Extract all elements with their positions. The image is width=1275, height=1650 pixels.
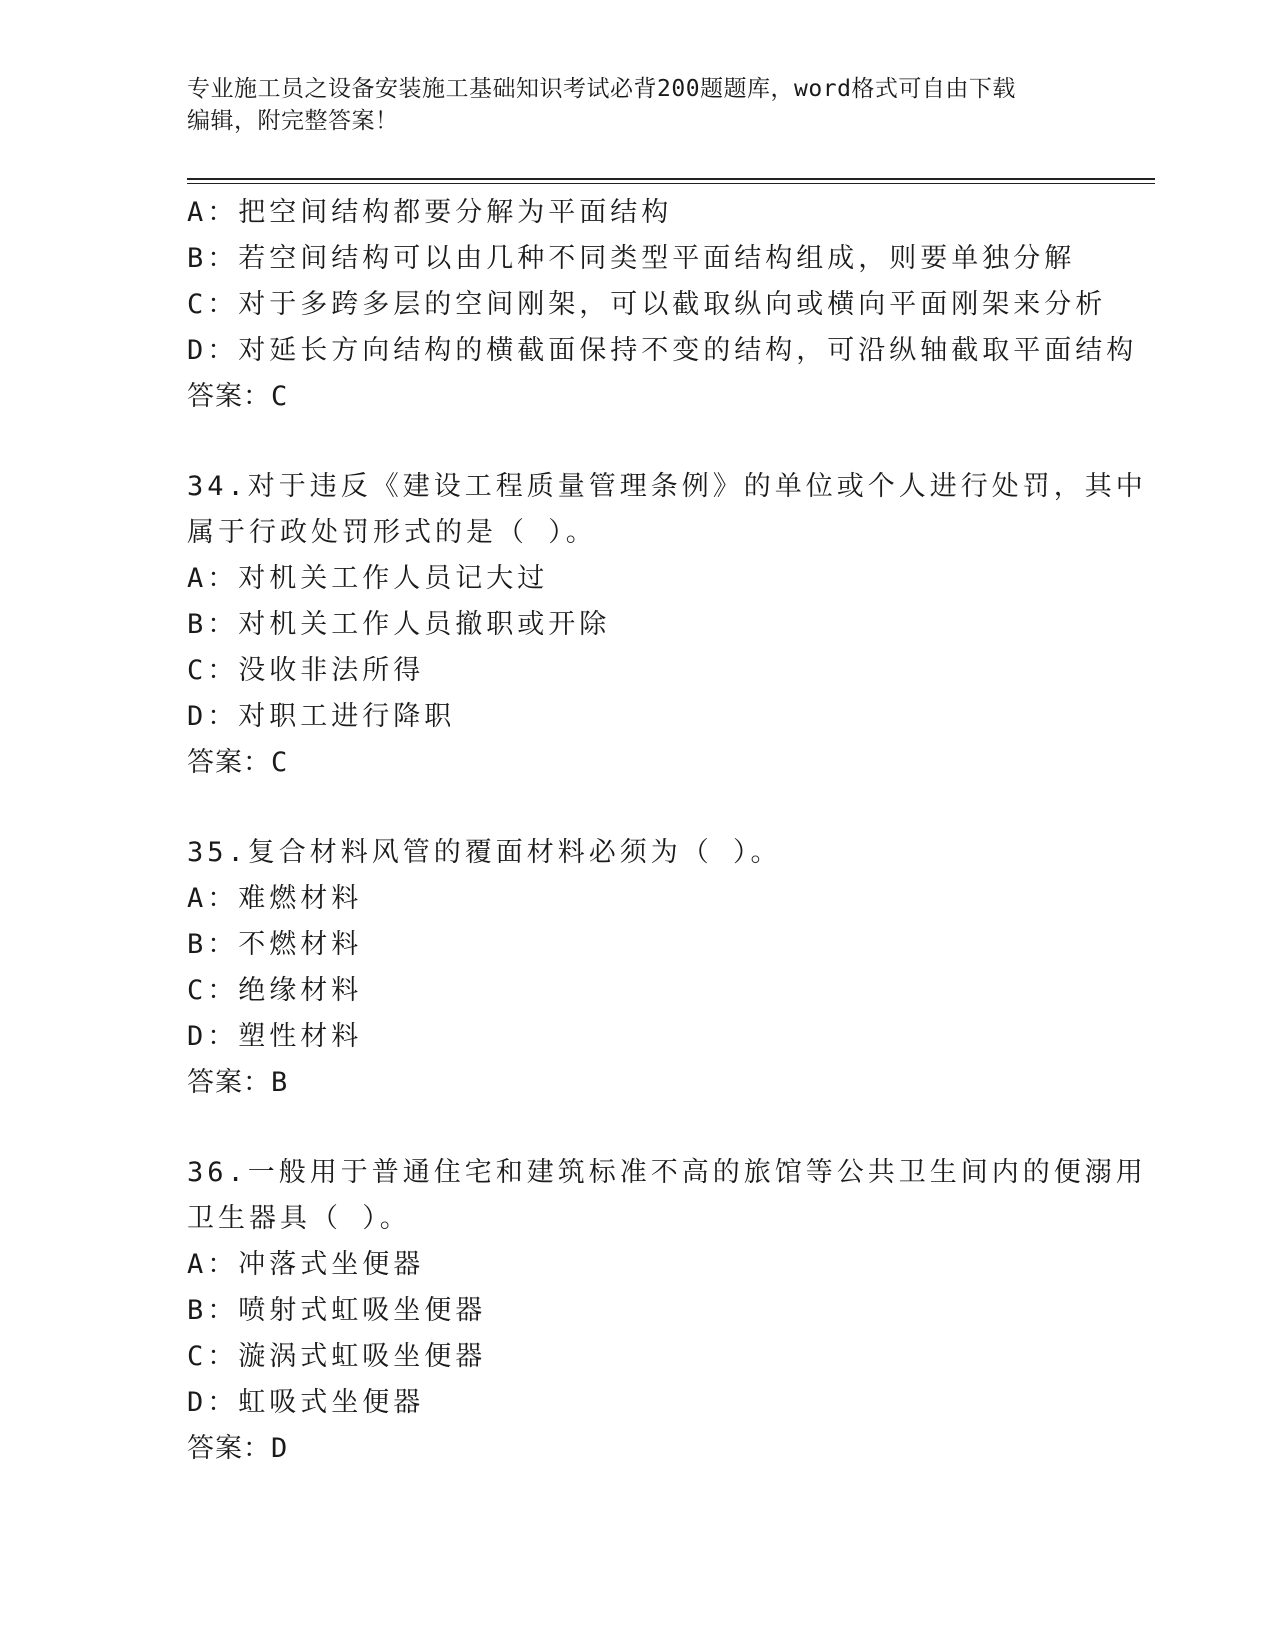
- question-content: [187, 190, 1147, 1472]
- answer-label: 答案：: [187, 381, 271, 412]
- option-d: D：对延长方向结构的横截面保持不变的结构，可沿纵轴截取平面结构: [187, 335, 1138, 366]
- answer-label: 答案：: [187, 1433, 271, 1464]
- document-header: [187, 73, 1087, 137]
- answer-label: 答案：: [187, 1067, 271, 1098]
- question-stem-line-1: 35.复合材料风管的覆面材料必须为（ ）。: [187, 837, 782, 868]
- option-d: D：塑性材料: [187, 1021, 363, 1052]
- answer-line: [187, 740, 1147, 786]
- answer-value: C: [271, 381, 289, 412]
- question-33: [187, 190, 1147, 420]
- header-divider-thick: [187, 178, 1155, 180]
- question-34: [187, 464, 1147, 786]
- option-b: B：对机关工作人员撤职或开除: [187, 609, 611, 640]
- question-stem-line-2: 属于行政处罚形式的是（ ）。: [187, 517, 597, 548]
- answer-line: [187, 1060, 1147, 1106]
- answer-value: C: [271, 747, 289, 778]
- question-stem-line-1: 34.对于违反《建设工程质量管理条例》的单位或个人进行处罚，其中: [187, 471, 1147, 502]
- answer-value: D: [271, 1433, 289, 1464]
- option-a: A：把空间结构都要分解为平面结构: [187, 197, 673, 228]
- answer-value: B: [271, 1067, 289, 1098]
- option-d: D：虹吸式坐便器: [187, 1387, 425, 1418]
- option-d: D：对职工进行降职: [187, 701, 456, 732]
- option-c: C：漩涡式虹吸坐便器: [187, 1341, 487, 1372]
- option-b: B：喷射式虹吸坐便器: [187, 1295, 487, 1326]
- question-stem-line-2: 卫生器具（ ）。: [187, 1203, 411, 1234]
- option-b: B：若空间结构可以由几种不同类型平面结构组成，则要单独分解: [187, 243, 1076, 274]
- option-c: C：绝缘材料: [187, 975, 363, 1006]
- option-c: C：对于多跨多层的空间刚架，可以截取纵向或横向平面刚架来分析: [187, 289, 1107, 320]
- option-c: C：没收非法所得: [187, 655, 425, 686]
- answer-label: 答案：: [187, 747, 271, 778]
- header-title-line-2: 编辑，附完整答案！: [187, 108, 399, 134]
- answer-line: [187, 1426, 1147, 1472]
- answer-line: [187, 374, 1147, 420]
- option-a: A：对机关工作人员记大过: [187, 563, 549, 594]
- header-title-line-1: 专业施工员之设备安装施工基础知识考试必背200题题库，word格式可自由下载: [187, 76, 1016, 102]
- header-divider-thin: [187, 183, 1155, 184]
- option-b: B：不燃材料: [187, 929, 363, 960]
- option-a: A：冲落式坐便器: [187, 1249, 425, 1280]
- question-35: [187, 830, 1147, 1106]
- option-a: A：难燃材料: [187, 883, 363, 914]
- question-36: [187, 1150, 1147, 1472]
- question-stem-line-1: 36.一般用于普通住宅和建筑标准不高的旅馆等公共卫生间内的便溺用: [187, 1157, 1147, 1188]
